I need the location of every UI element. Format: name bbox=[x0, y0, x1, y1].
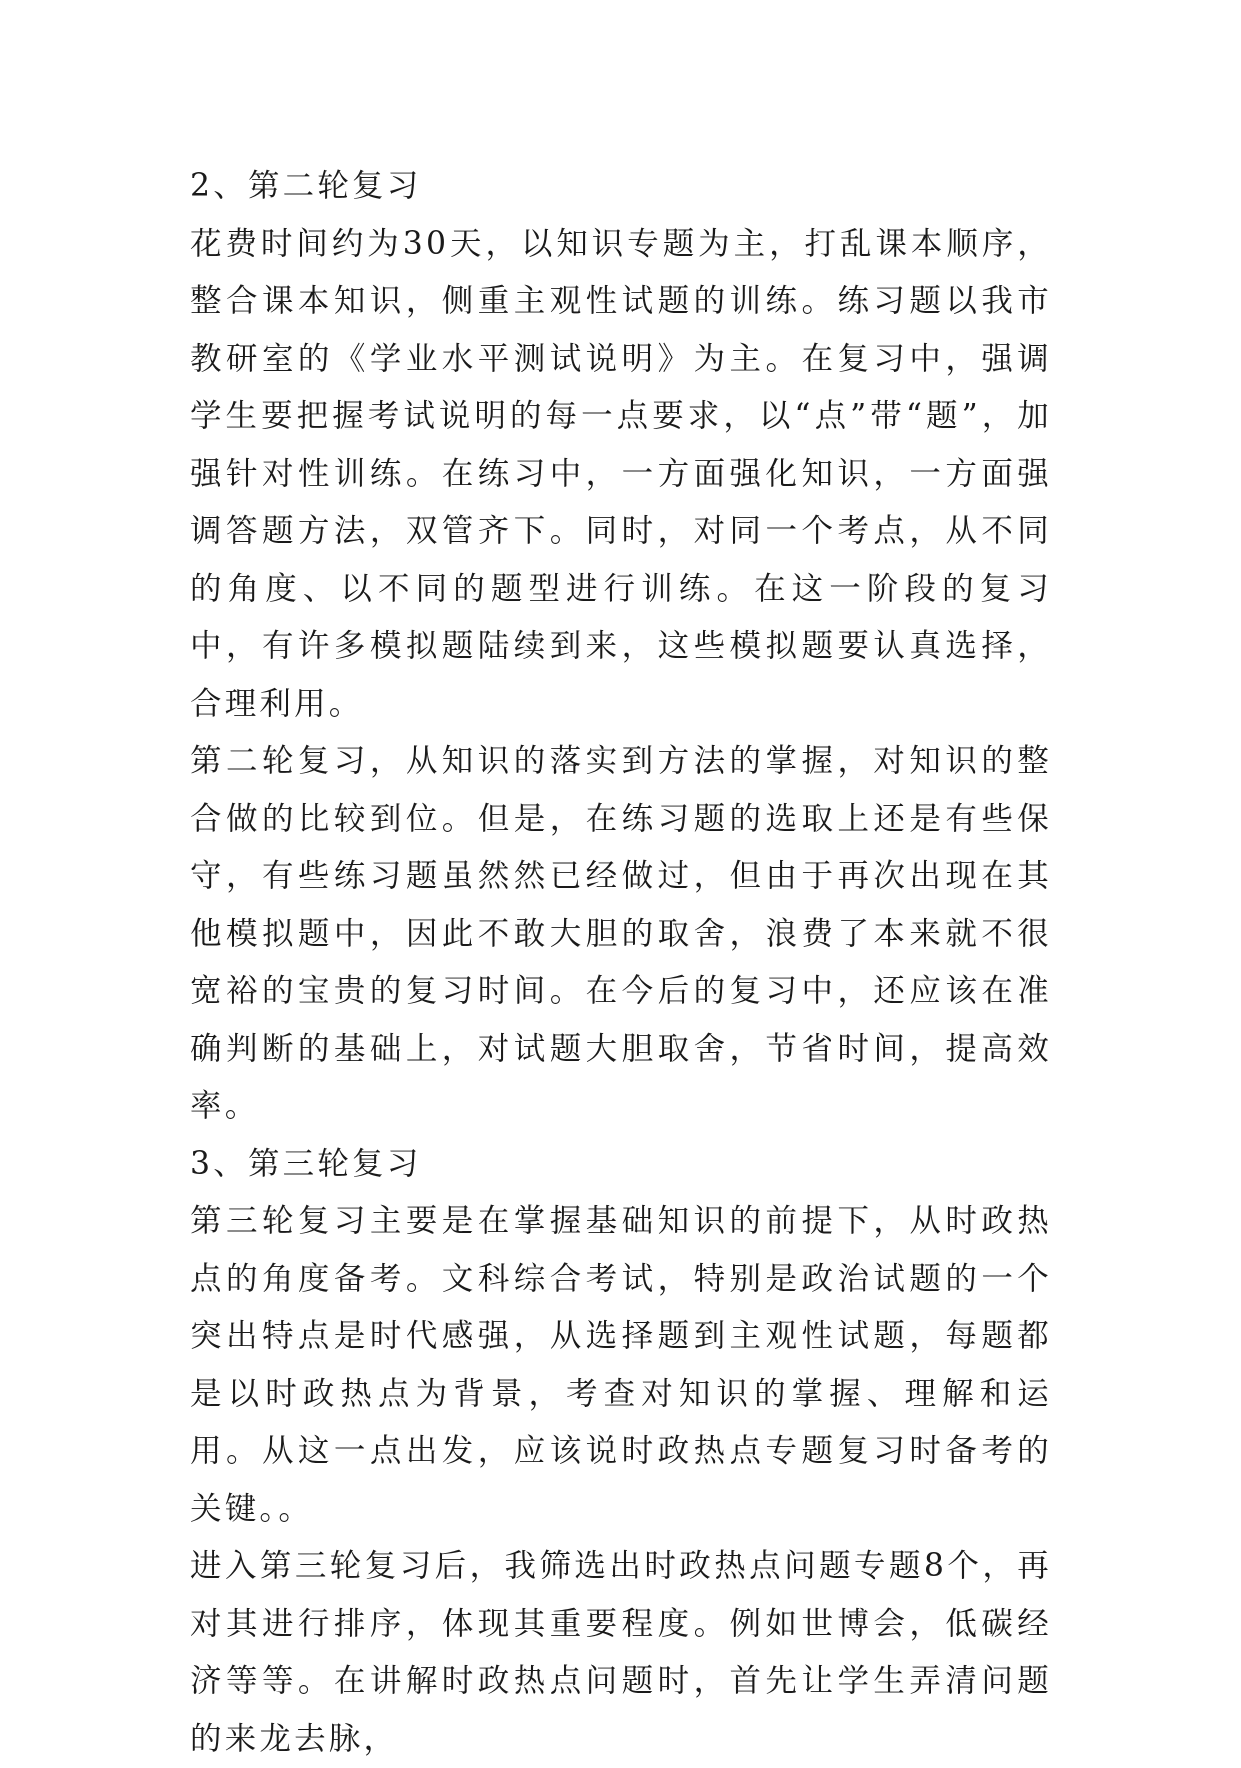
paragraph-third-round-plan: 第三轮复习主要是在掌握基础知识的前提下，从时政热点的角度备考。文科综合考试，特别是政治试题的一个突出特点是时代感强，从选择题到主观性试题，每题都是以时政热点为背景，考查对知识的掌握、理解和运用。从这一点出发，应该说时政热点专题复习时备考的关键。。 bbox=[190, 1203, 1052, 1527]
document-body bbox=[190, 158, 1052, 1768]
paragraph-third-round-topics: 进入第三轮复习后，我筛选出时政热点问题专题8个，再对其进行排序，体现其重要程度。例如世博会，低碳经济等等。在讲解时政热点问题时，首先让学生弄清问题的来龙去脉， bbox=[190, 1548, 1052, 1757]
section-heading-third-round: 3、第三轮复习 bbox=[190, 1145, 422, 1182]
paragraph-second-round-reflection: 第二轮复习，从知识的落实到方法的掌握，对知识的整合做的比较到位。但是，在练习题的选取上还是有些保守，有些练习题虽然然已经做过，但由于再次出现在其他模拟题中，因此不敢大胆的取舍，浪费了本来就不很宽裕的宝贵的复习时间。在今后的复习中，还应该在准确判断的基础上，对试题大胆取舍，节省时间，提高效率。 bbox=[190, 743, 1052, 1124]
section-heading-second-round: 2、第二轮复习 bbox=[190, 168, 422, 204]
paragraph-second-round-plan: 花费时间约为30天，以知识专题为主，打乱课本顺序，整合课本知识，侧重主观性试题的训练。练习题以我市教研室的《学业水平测试说明》为主。在复习中，强调学生要把握考试说明的每一点要求，以“点”带“题”，加强针对性训练。在练习中，一方面强化知识，一方面强调答题方法，双管齐下。同时，对同一个考点，从不同的角度、以不同的题型进行训练。在这一阶段的复习中，有许多模拟题陆续到来，这些模拟题要认真选择，合理利用。 bbox=[190, 225, 1052, 722]
